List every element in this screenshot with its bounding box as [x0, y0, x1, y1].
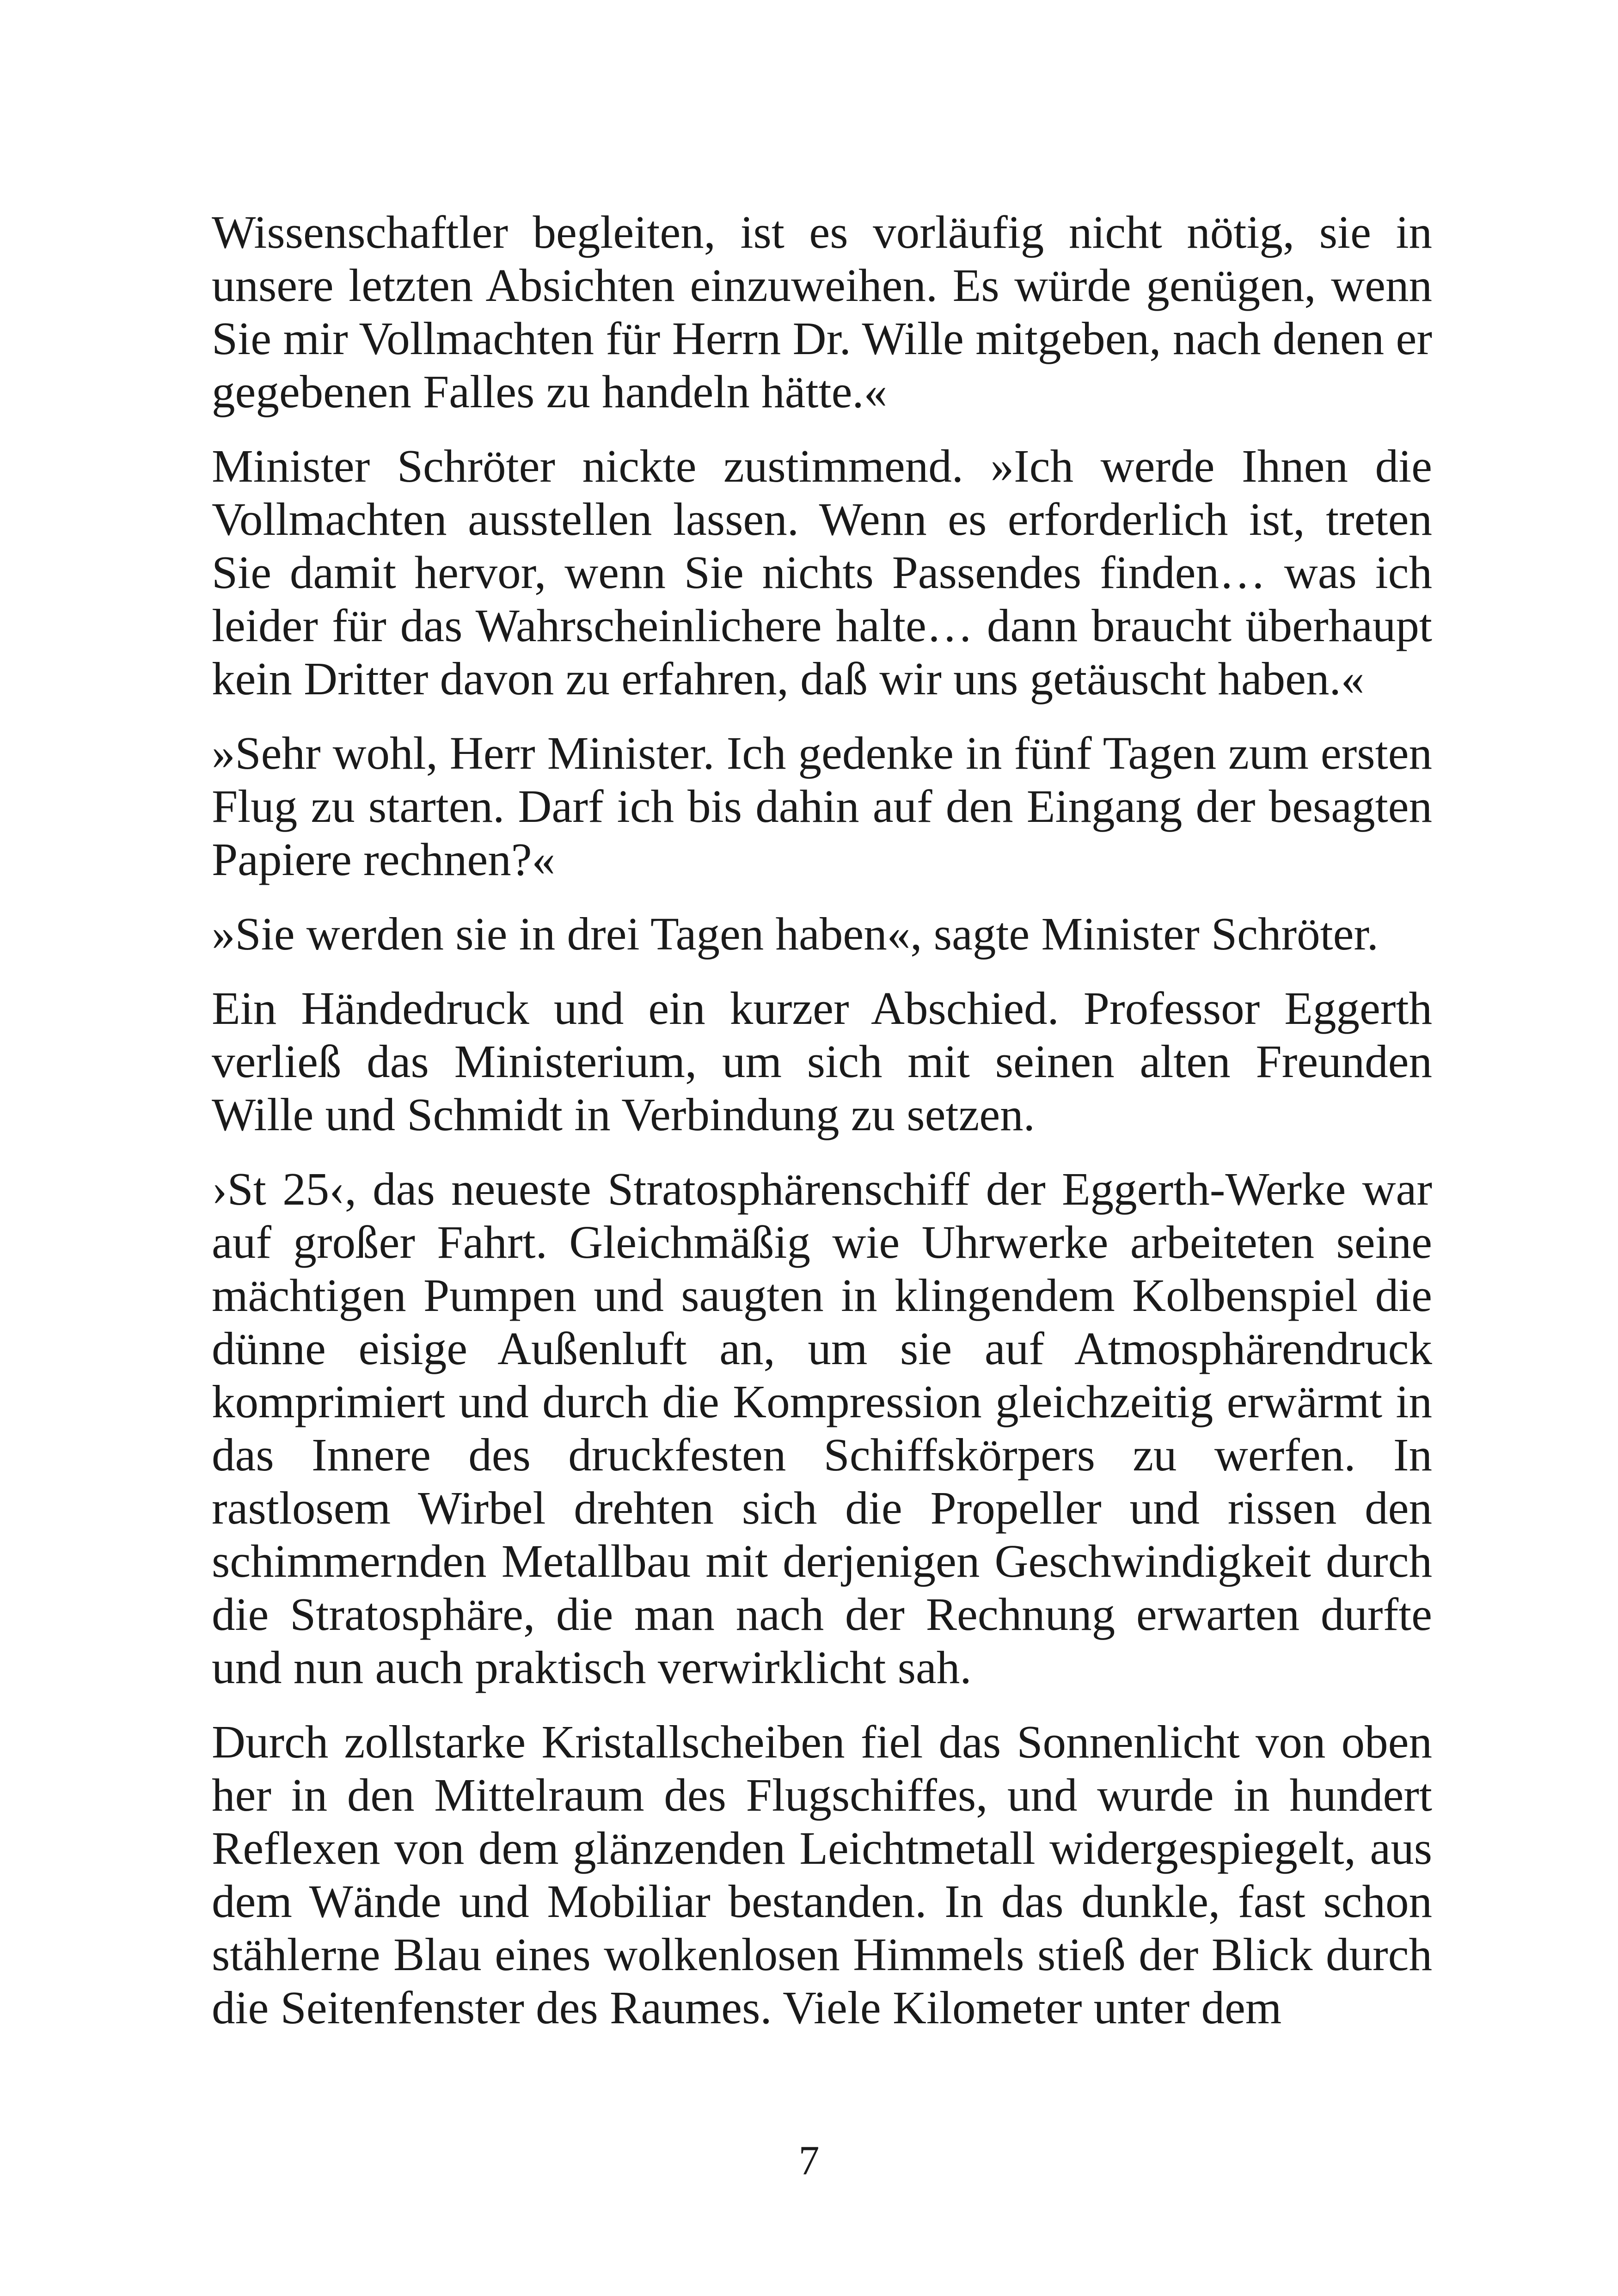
- paragraph-7: Durch zollstarke Kristallscheiben fiel das Sonnenlicht von oben her in den Mittelraum des Flugschiffes, und wurde in hundert Reflexen von dem glänzenden Leichtmetall widergespiegelt, aus dem Wände und Mobiliar bestanden. In das dunkle, fast schon stählerne Blau eines wolkenlosen Himmels stieß der Blick durch die Seitenfenster des Raumes. Viele Kilometer unter dem: [212, 1716, 1432, 2033]
- paragraph-4: »Sie werden sie in drei Tagen haben«, sagte Minister Schröter.: [212, 908, 1379, 960]
- page-number: 7: [798, 2138, 820, 2184]
- paragraph-1: Wissenschaftler begleiten, ist es vorläufig nicht nötig, sie in unsere letzten Absichten einzuweihen. Es würde genügen, wenn Sie mir Vollmachten für Herrn Dr. Wille mitgeben, nach denen er gegebenen Falles zu handeln hätte.«: [212, 206, 1432, 417]
- paragraph-6: ›St 25‹, das neueste Stratosphärenschiff der Eggerth-Werke war auf großer Fahrt. Gleichmäßig wie Uhrwerke arbeiteten seine mächtigen Pumpen und saugten in klingendem Kolbenspiel die dünne eisige Außenluft an, um sie auf Atmosphärendruck komprimiert und durch die Kompression gleichzeitig erwärmt in das Innere des druckfesten Schiffskörpers zu werfen. In rastlosem Wirbel drehten sich die Propeller und rissen den schimmernden Metallbau mit derjenigen Geschwindigkeit durch die Stratosphäre, die man nach der Rechnung erwarten durfte und nun auch praktisch verwirklicht sah.: [212, 1163, 1432, 1693]
- paragraph-2: Minister Schröter nickte zustimmend. »Ich werde Ihnen die Vollmachten ausstellen lassen. Wenn es erforderlich ist, treten Sie damit hervor, wenn Sie nichts Passendes finden… was ich leider für das Wahrscheinlichere halte… dann braucht überhaupt kein Dritter davon zu erfahren, daß wir uns getäuscht haben.«: [212, 440, 1432, 704]
- paragraph-3: »Sehr wohl, Herr Minister. Ich gedenke in fünf Tagen zum ersten Flug zu starten. Darf ich bis dahin auf den Eingang der besagten Papiere rechnen?«: [212, 727, 1432, 885]
- paragraph-5: Ein Händedruck und ein kurzer Abschied. Professor Eggerth verließ das Ministerium, um sich mit seinen alten Freunden Wille und Schmidt in Verbindung zu setzen.: [212, 982, 1432, 1140]
- body-text: [212, 206, 1432, 2056]
